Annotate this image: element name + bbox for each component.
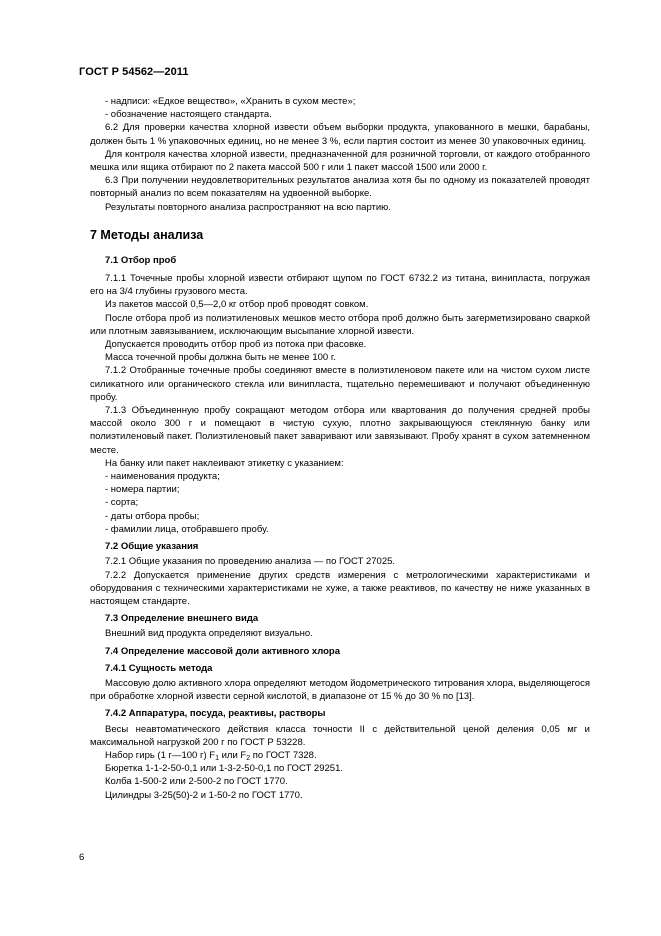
paragraph: После отбора проб из полиэтиленовых мешков место отбора проб должно быть загерметизировано сваркой или плотным завязыванием, исключающим высыпание хлорной извести.: [90, 312, 590, 337]
paragraph-weights: Набор гирь (1 г—100 г) $F_1$ или $F_2$ по ГОСТ 7328.: [105, 749, 317, 762]
paragraph: Колба 1-500-2 или 2-500-2 по ГОСТ 1770.: [105, 776, 288, 788]
paragraph-7-1-2: 7.1.2 Отобранные точечные пробы соединяют вместе в полиэтиленовом пакете или на чистом сухом листе силикатного или органического стекла или винипласта, тщательно перемешивают и получают объединенную пробу.: [90, 365, 590, 403]
paragraph: Допускается проводить отбор проб из потока при фасовке.: [105, 339, 367, 351]
paragraph-7-1-1: 7.1.1 Точечные пробы хлорной извести отбирают щупом по ГОСТ 6732.2 из титана, винипласта, погружая его на 3/4 глубины грузового места.: [90, 273, 590, 298]
list-item: - номера партии;: [105, 484, 180, 496]
page-number: 6: [79, 852, 85, 863]
list-item: - фамилии лица, отобравшего пробу.: [105, 523, 269, 535]
paragraph: Цилиндры 3-25(50)-2 и 1-50-2 по ГОСТ 1770.: [105, 789, 303, 801]
paragraph: Массовую долю активного хлора определяют методом йодометрического титрования хлора, выделяющегося при обработке хлорной извести серной кислотой, в диапазоне от 15 % до 30 % по [13].: [90, 677, 590, 703]
subsection-title-7-3: 7.3 Определение внешнего вида: [105, 613, 259, 625]
list-item: - наименования продукта;: [105, 471, 220, 483]
paragraph-7-2-2: 7.2.2 Допускается применение других средств измерения с метрологическими характеристиками и оборудования с техническими характеристиками не хуже, а также реактивов, по качеству не ниже указанных в настоящем стандарте.: [90, 569, 590, 607]
document-header: ГОСТ Р 54562—2011: [79, 66, 189, 78]
subsection-title-7-1: 7.1 Отбор проб: [105, 254, 177, 266]
list-item: - даты отбора пробы;: [105, 510, 200, 522]
paragraph: Масса точечной пробы должна быть не менее 100 г.: [105, 352, 336, 364]
list-item: - надписи: «Едкое вещество», «Хранить в сухом месте»;: [105, 96, 356, 107]
subsection-title-7-4-1: 7.4.1 Сущность метода: [105, 662, 213, 674]
paragraph: Внешний вид продукта определяют визуально.: [105, 628, 313, 640]
paragraph-7-2-1: 7.2.1 Общие указания по проведению анализа — по ГОСТ 27025.: [105, 556, 396, 568]
paragraph-6-3: 6.3 При получении неудовлетворительных результатов анализа хотя бы по одному из показателей проводят повторный анализ по всем показателям на удвоенной выборке.: [90, 175, 590, 200]
paragraph-6-2: 6.2 Для проверки качества хлорной извести объем выборки продукта, упакованного в мешки, барабаны, должен быть 1 % упаковочных единиц, но не менее 3 %, если партия состоит из менее 30 упаковочных единиц.: [90, 122, 590, 147]
subsection-title-7-2: 7.2 Общие указания: [105, 541, 199, 553]
paragraph: Для контроля качества хлорной извести, предназначенной для розничной торговли, от каждого отобранного мешка или ящика отбирают по 2 пакета массой 500 г или 1 пакет массой 1500 или 2000 г.: [90, 148, 590, 174]
subsection-title-7-4: 7.4 Определение массовой доли активного хлора: [105, 645, 340, 657]
paragraph: Весы неавтоматического действия класса точности II с действительной ценой деления 0,05 мг и максимальной нагрузкой 200 г по ГОСТ Р 53228.: [90, 723, 590, 748]
list-item: - сорта;: [105, 497, 139, 509]
list-item: - обозначение настоящего стандарта.: [105, 109, 272, 121]
paragraph: Результаты повторного анализа распространяют на всю партию.: [105, 201, 391, 213]
subsection-title-7-4-2: 7.4.2 Аппаратура, посуда, реактивы, растворы: [105, 708, 326, 720]
document-body: [90, 95, 590, 802]
section-title-7: 7 Методы анализа: [90, 227, 204, 242]
paragraph: На банку или пакет наклеивают этикетку с указанием:: [105, 457, 344, 469]
paragraph: Бюретка 1-1-2-50-0,1 или 1-3-2-50-0,1 по ГОСТ 29251.: [105, 763, 343, 775]
paragraph: Из пакетов массой 0,5—2,0 кг отбор проб проводят совком.: [105, 299, 369, 311]
paragraph-7-1-3: 7.1.3 Объединенную пробу сокращают методом отбора или квартования до получения средней пробы массой около 300 г и помещают в чистую сухую, плотно закрывающуюся стеклянную банку или полиэтиленовый пакет. Полиэтиленовый пакет заваривают или завязывают. Пробу хранят в сухом затемненном месте.: [90, 405, 590, 456]
